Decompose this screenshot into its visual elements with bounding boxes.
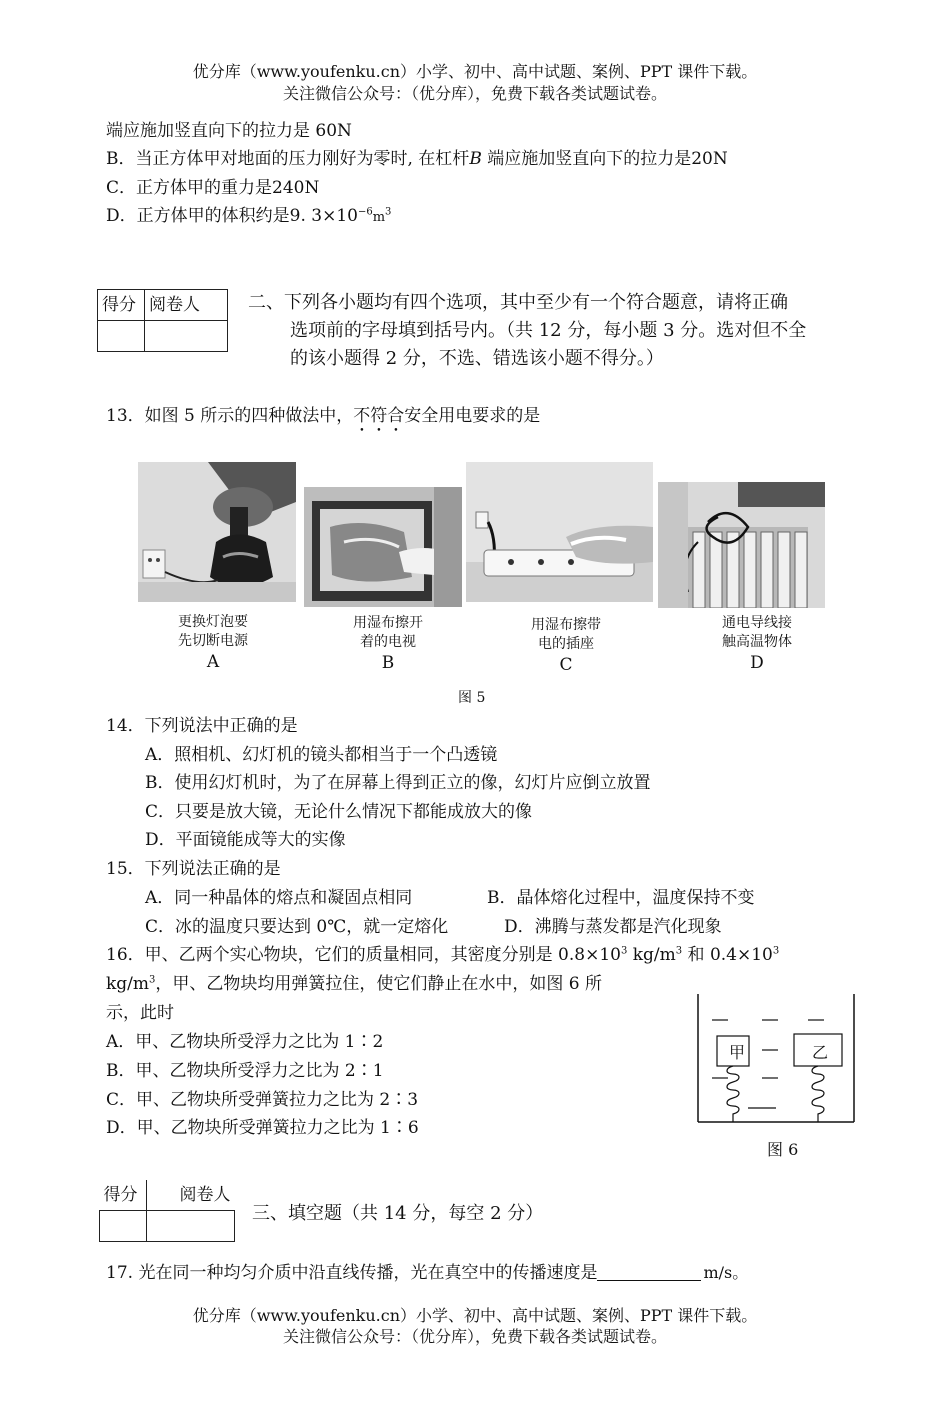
q12-option-b: B．当正方体甲对地面的压力刚好为零时, 在杠杆B 端应施加竖直向下的拉力是20N <box>106 149 728 169</box>
q17-answer-blank[interactable] <box>597 1262 701 1281</box>
page-header-line2: 关注微信公众号：（优分库），免费下载各类试题试卷。 <box>282 84 667 103</box>
section2-line2: 选项前的字母填到括号内。（共 12 分，每小题 3 分。选对但不全 <box>290 320 807 341</box>
q17-stem: 17. 光在同一种均匀介质中沿直线传播，光在真空中的传播速度是 m/s。 <box>106 1263 749 1283</box>
score-box-section2 <box>97 289 228 352</box>
q16-stem-line1: 16．甲、乙两个实心物块，它们的质量相同，其密度分别是 $0.8\times 10^3$ $kg/m^3$ 和 $0.4\times 10^3$ <box>106 945 780 965</box>
figure-6-label: 图 6 <box>767 1140 799 1159</box>
page-footer-line2: 关注微信公众号：（优分库），免费下载各类试题试卷。 <box>282 1327 667 1346</box>
q15-stem: 15．下列说法正确的是 <box>106 859 281 879</box>
q15-option-d: D．沸腾与蒸发都是汽化现象 <box>504 917 722 937</box>
q16-option-d: D．甲、乙物块所受弹簧拉力之比为 1∶6 <box>106 1118 419 1138</box>
grader-label: 阅卷人 <box>146 1180 235 1211</box>
q12-option-a-cont: 端应施加竖直向下的拉力是 60N <box>106 121 352 141</box>
figure-5-label: 图 5 <box>458 690 486 706</box>
q16-option-b: B．甲、乙物块所受浮力之比为 2∶1 <box>106 1061 384 1081</box>
score-box-section3 <box>99 1180 235 1242</box>
q15-option-b: B．晶体熔化过程中，温度保持不变 <box>487 888 755 908</box>
caption-c: 用湿布擦带 电的插座 C <box>531 617 601 675</box>
caption-b: 用湿布擦开 着的电视 B <box>353 615 423 673</box>
caption-d: 通电导线接 触高温物体 D <box>722 615 792 673</box>
block-yi-label: 乙 <box>812 1043 829 1062</box>
grader-label: 阅卷人 <box>145 290 228 321</box>
page-footer-line1: 优分库（www.youfenku.cn）小学、初中、高中试题、案例、PPT 课件下载。 <box>192 1306 758 1325</box>
q14-option-c: C．只要是放大镜，无论什么情况下都能成放大的像 <box>145 802 533 822</box>
q16-stem-line3: 示，此时 <box>106 1003 174 1023</box>
q16-stem-line2: $kg/m^3$，甲、乙物块均用弹簧拉住，使它们静止在水中，如图 6 所 <box>106 974 603 994</box>
q15-option-a: A．同一种晶体的熔点和凝固点相同 <box>145 888 413 908</box>
photo-b-tv-wiping <box>304 487 462 607</box>
photo-d-wire-heater <box>658 482 825 608</box>
q13-stem: 13．如图 5 所示的四种做法中，不符合安全用电要求的是 <box>106 406 541 426</box>
q16-option-c: C．甲、乙物块所受弹簧拉力之比为 2∶3 <box>106 1090 419 1110</box>
photo-c-socket-wiping <box>466 462 653 602</box>
q15-option-c: C．冰的温度只要达到 0℃，就一定熔化 <box>145 917 449 937</box>
q12-option-d: D．正方体甲的体积约是9. $3\times 10^{-6}m^3$ <box>106 206 392 226</box>
section3-title: 三、填空题（共 14 分，每空 2 分） <box>252 1203 544 1224</box>
figure-6-water-tank <box>690 990 860 1130</box>
page-header-line1: 优分库（www.youfenku.cn）小学、初中、高中试题、案例、PPT 课件下载。 <box>192 62 758 81</box>
q14-stem: 14．下列说法中正确的是 <box>106 716 298 736</box>
section2-line3: 的该小题得 2 分，不选、错选该小题不得分。） <box>290 348 664 369</box>
score-label: 得分 <box>100 1180 147 1211</box>
q12-option-c: C．正方体甲的重力是240N <box>106 178 320 198</box>
section2-line1: 二、下列各小题均有四个选项，其中至少有一个符合题意，请将正确 <box>248 292 788 313</box>
photo-a-bulb-replacement <box>138 462 296 602</box>
q14-option-b: B．使用幻灯机时，为了在屏幕上得到正立的像，幻灯片应倒立放置 <box>145 773 651 793</box>
score-label: 得分 <box>98 290 145 321</box>
block-jia-label: 甲 <box>729 1043 746 1062</box>
q16-option-a: A．甲、乙物块所受浮力之比为 1∶2 <box>106 1032 384 1052</box>
caption-a: 更换灯泡要 先切断电源 A <box>178 614 248 672</box>
q14-option-d: D．平面镜能成等大的实像 <box>145 830 346 850</box>
q14-option-a: A．照相机、幻灯机的镜头都相当于一个凸透镜 <box>145 745 498 765</box>
